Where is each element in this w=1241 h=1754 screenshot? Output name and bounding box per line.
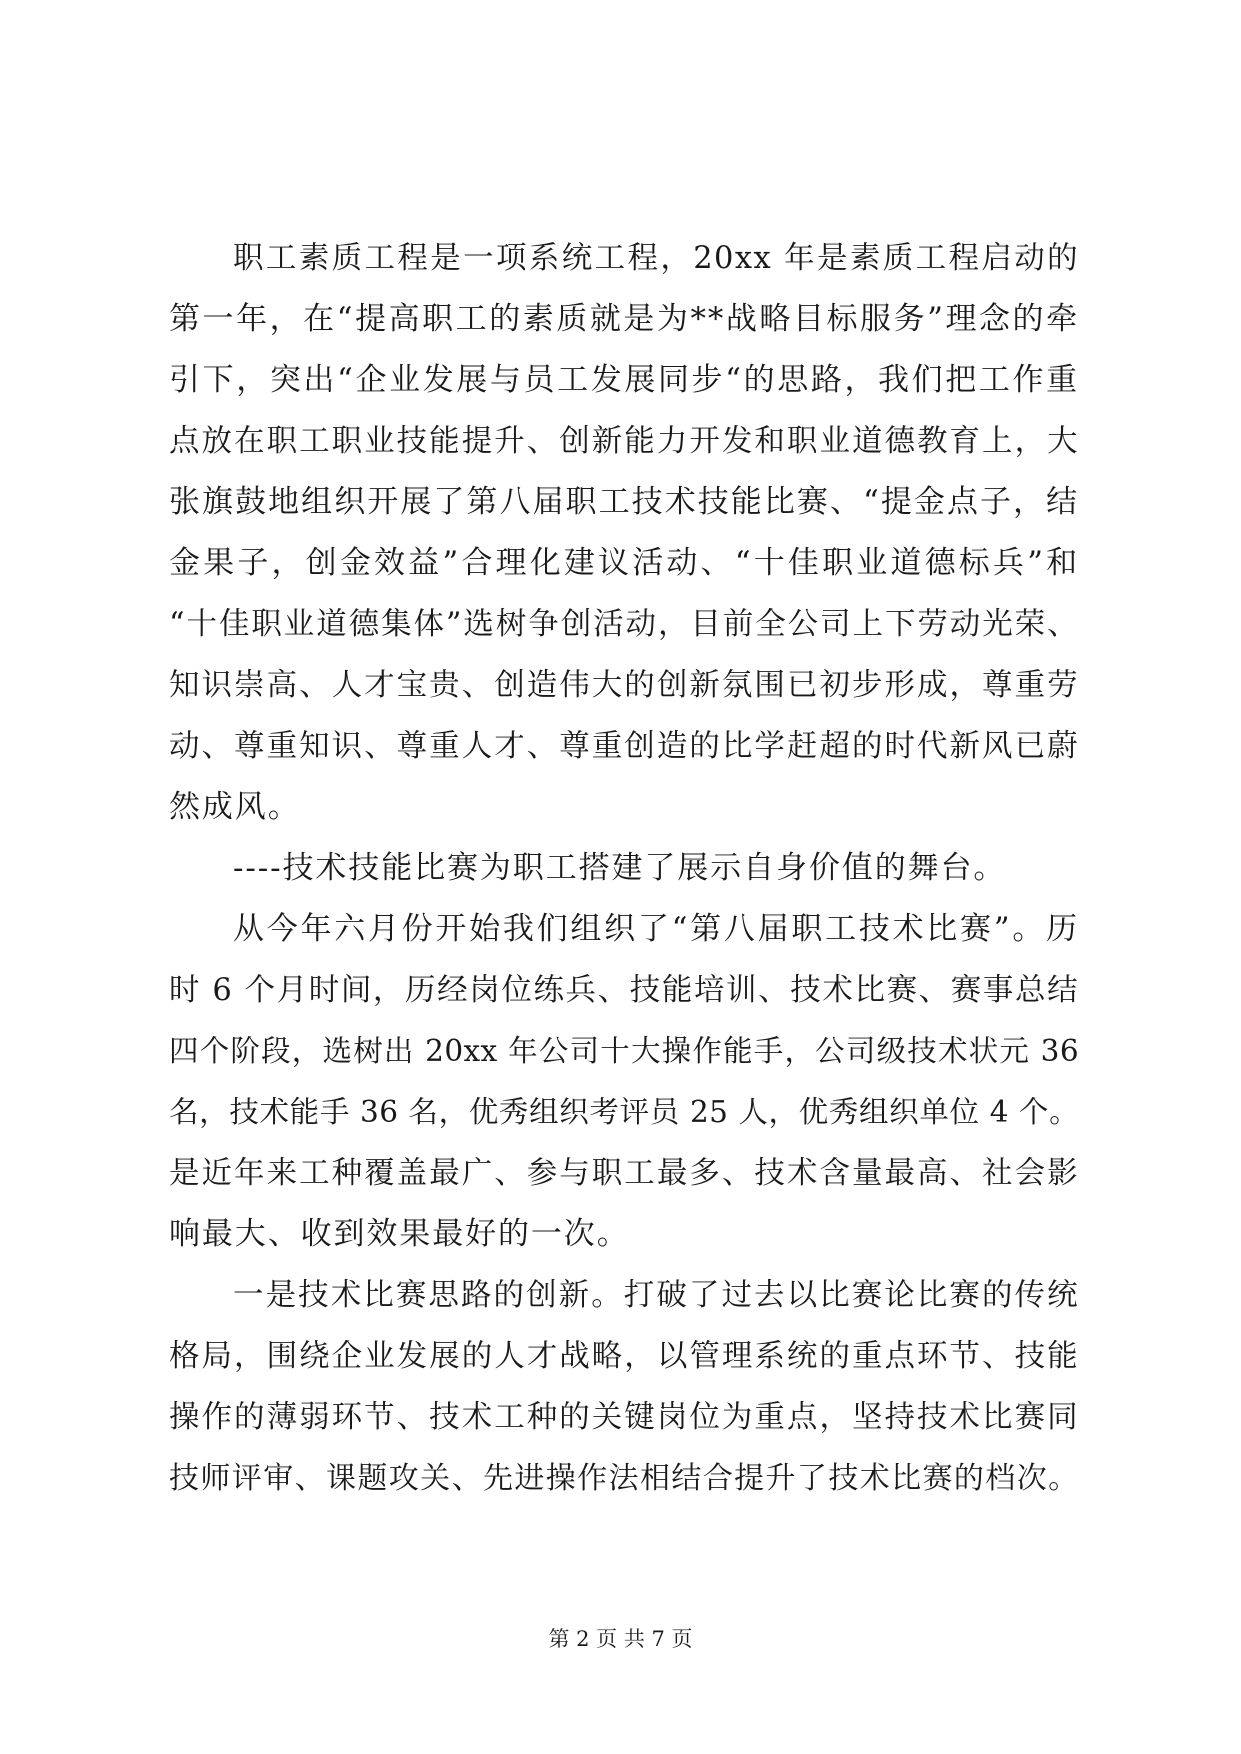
paragraph-line: 张旗鼓地组织开展了第八届职工技术技能比赛、“提金点子，结 (169, 484, 1079, 520)
paragraph-line: 格局，围绕企业发展的人才战略，以管理系统的重点环节、技能 (169, 1339, 1079, 1374)
paragraph-line: “十佳职业道德集体”选树争创活动，目前全公司上下劳动光荣、 (169, 607, 1079, 642)
paragraph-line: 从今年六月份开始我们组织了“第八届职工技术比赛”。历 (233, 911, 1079, 947)
paragraph-line: 四个阶段，选树出 20xx 年公司十大操作能手，公司级技术状元 36 (169, 1034, 1079, 1068)
paragraph-line: 技师评审、课题攻关、先进操作法相结合提升了技术比赛的档次。 (169, 1461, 1079, 1496)
paragraph-line: 点放在职工职业技能提升、创新能力开发和职业道德教育上，大 (169, 424, 1079, 459)
paragraph-line: 引下，突出“企业发展与员工发展同步“的思路，我们把工作重 (169, 362, 1079, 398)
paragraph-line: 金果子，创金效益”合理化建议活动、“十佳职业道德标兵”和 (169, 545, 1079, 581)
page-number-footer: 第 2 页 共 7 页 (548, 1627, 693, 1651)
paragraph-line: 第一年，在“提高职工的素质就是为**战略目标服务”理念的牵 (169, 301, 1079, 337)
paragraph-line: 响最大、收到效果最好的一次。 (169, 1216, 630, 1252)
paragraph-line: 一是技术比赛思路的创新。打破了过去以比赛论比赛的传统 (233, 1278, 1079, 1313)
paragraph-line: 知识崇高、人才宝贵、创造伟大的创新氛围已初步形成，尊重劳 (169, 668, 1079, 703)
paragraph-line: 职工素质工程是一项系统工程，20xx 年是素质工程启动的 (233, 241, 1079, 276)
paragraph-line: 动、尊重知识、尊重人才、尊重创造的比学赶超的时代新风已蔚 (169, 729, 1079, 764)
paragraph-line: 操作的薄弱环节、技术工种的关键岗位为重点，坚持技术比赛同 (169, 1400, 1079, 1435)
section-heading-line: ----技术技能比赛为职工搭建了展示自身价值的舞台。 (233, 850, 1007, 886)
paragraph-line: 然成风。 (169, 789, 301, 825)
body-text (169, 228, 1079, 1509)
paragraph-line: 是近年来工种覆盖最广、参与职工最多、技术含量最高、社会影 (169, 1156, 1079, 1191)
paragraph-line: 名，技术能手 36 名，优秀组织考评员 25 人，优秀组织单位 4 个。 (169, 1095, 1079, 1129)
paragraph-line: 时 6 个月时间，历经岗位练兵、技能培训、技术比赛、赛事总结 (169, 973, 1079, 1008)
